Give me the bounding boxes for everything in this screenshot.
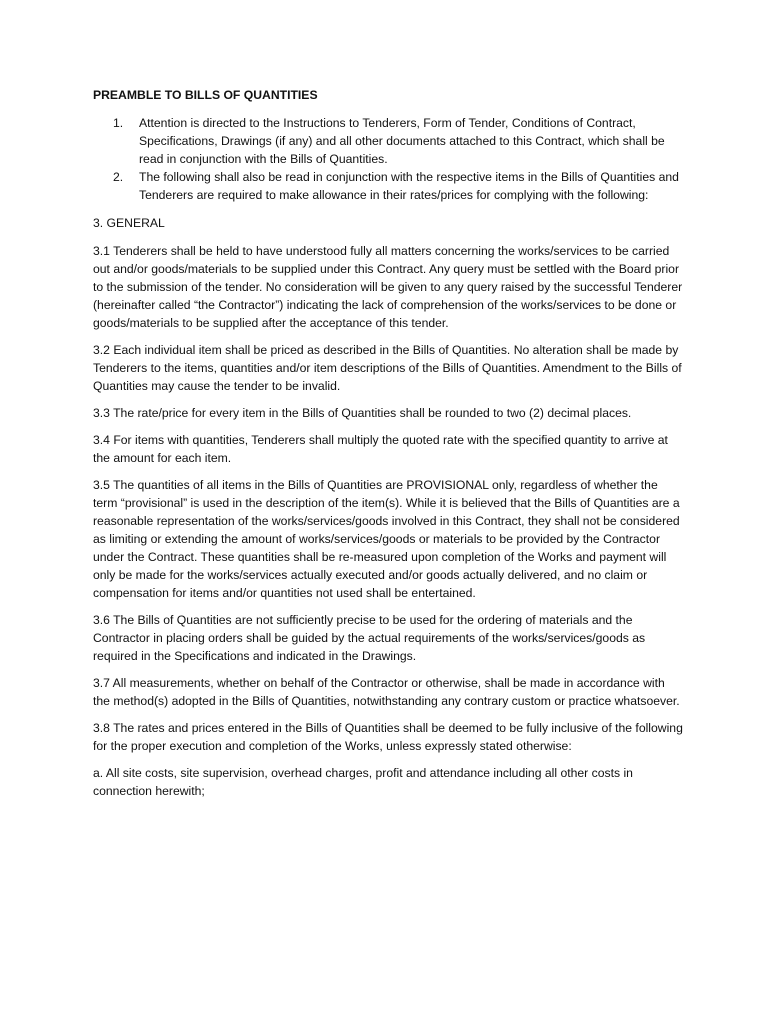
section-heading: 3. GENERAL (93, 216, 165, 230)
list-item (93, 114, 683, 168)
list-item-text: The following shall also be read in conjunction with the respective items in the Bills of Quantities and Tenderers are required to make allowance in their rates/prices for complying with the following: (139, 170, 679, 202)
document-page (93, 86, 683, 809)
list-item-number: 1. (113, 116, 124, 130)
clause-3-8-a: a. All site costs, site supervision, overhead charges, profit and attendance including all other costs in connection herewith; (93, 766, 633, 798)
numbered-list (93, 114, 683, 204)
list-item (93, 168, 683, 204)
clause-3-6: 3.6 The Bills of Quantities are not sufficiently precise to be used for the ordering of materials and the Contractor in placing orders shall be guided by the actual requirements of the works/services/goods as required in the Specifications and indicated in the Drawings. (93, 613, 646, 663)
clause-3-5: 3.5 The quantities of all items in the Bills of Quantities are PROVISIONAL only, regardless of whether the term “provisional” is used in the description of the item(s). While it is believed that the Bills of Quantities are a reasonable representation of the works/services/goods involved in this Contract, they shall not be considered as limiting or extending the amount of works/services/goods or materials to be provided by the Contractor under the Contract. These quantities shall be re-measured upon completion of the Works and payment will only be made for the works/services actually executed and/or goods actually delivered, and no claim or compensation for items and/or quantities not used shall be entertained. (93, 478, 680, 600)
clause-3-7: 3.7 All measurements, whether on behalf of the Contractor or otherwise, shall be made in accordance with the method(s) adopted in the Bills of Quantities, notwithstanding any contrary custom or practice whatsoever. (93, 676, 680, 708)
list-item-number: 2. (113, 170, 124, 184)
document-title: PREAMBLE TO BILLS OF QUANTITIES (93, 88, 318, 102)
clause-3-8: 3.8 The rates and prices entered in the Bills of Quantities shall be deemed to be fully inclusive of the following for the proper execution and completion of the Works, unless expressly stated otherwise: (93, 721, 683, 753)
clause-3-4: 3.4 For items with quantities, Tenderers shall multiply the quoted rate with the specified quantity to arrive at the amount for each item. (93, 433, 668, 465)
clause-3-1: 3.1 Tenderers shall be held to have understood fully all matters concerning the works/services to be carried out and/or goods/materials to be supplied under this Contract. Any query must be settled with the Board prior to the submission of the tender. No consideration will be given to any query raised by the successful Tenderer (hereinafter called “the Contractor”) indicating the lack of comprehension of the works/services to be done or goods/materials to be supplied after the acceptance of this tender. (93, 244, 683, 330)
clause-3-2: 3.2 Each individual item shall be priced as described in the Bills of Quantities. No alteration shall be made by Tenderers to the items, quantities and/or item descriptions of the Bills of Quantities. Amendment to the Bills of Quantities may cause the tender to be invalid. (93, 343, 682, 393)
list-item-text: Attention is directed to the Instructions to Tenderers, Form of Tender, Conditions of Contract, Specifications, Drawings (if any) and all other documents attached to this Contract, which shall be read in conjunction with the Bills of Quantities. (139, 116, 665, 166)
clause-3-3: 3.3 The rate/price for every item in the Bills of Quantities shall be rounded to two (2) decimal places. (93, 406, 632, 420)
